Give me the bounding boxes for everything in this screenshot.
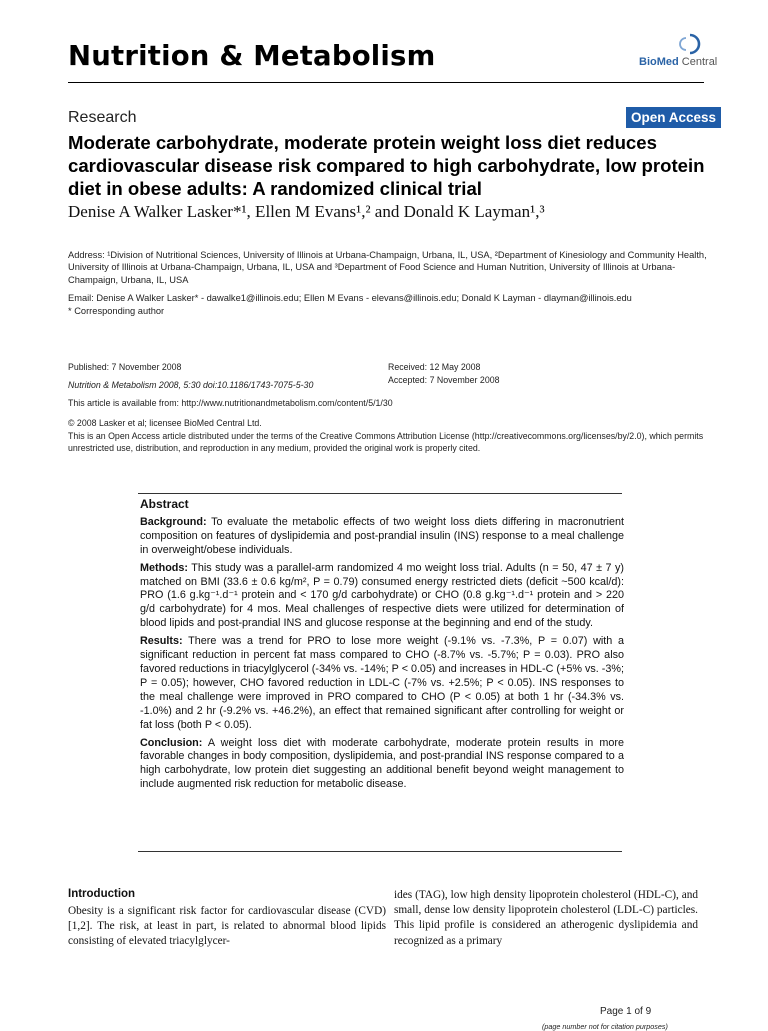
- abstract-results: [140, 635, 624, 732]
- abstract-methods: [140, 562, 624, 632]
- abstract-box: [140, 498, 624, 796]
- license-text: This is an Open Access article distributed under the terms of the Creative Commons Attribution License (http://creativecommons.org/licenses/by/2.0), which permits unrestricted use, distribution, and reproduction in any medium, provided the original work is properly cited.: [68, 431, 704, 453]
- accepted-date: Accepted: 7 November 2008: [388, 375, 500, 385]
- publisher-suffix: Central: [678, 56, 718, 68]
- abstract-heading: Abstract: [140, 497, 189, 511]
- body-column-right: ides (TAG), low high density lipoprotein cholesterol (HDL-C), and small, dense low density lipoprotein cholesterol (LDL-C) particles. This lipid profile is considered an atherogenic dyslipidemia and recognized as a primary: [394, 889, 698, 947]
- affiliations: Address: ¹Division of Nutritional Sciences, University of Illinois at Urbana-Champaign, Urbana, IL, USA, ²Department of Kinesiology and Community Health, University of Illinois at Urbana-Champaign, Urbana, IL, USA and ³Department of Food Science and Human Nutrition, University of Illinois at Urbana-Champaign, Urbana, IL, USA: [68, 250, 707, 285]
- methods-text: This study was a parallel-arm randomized 4 mo weight loss trial. Adults (n = 50, 47 ± 7 y) matched on BMI (33.6 ± 0.6 kg/m², P = 0.79) consumed energy restricted diets (deficit ~500 kcal/d): PRO (1.6 g.kg⁻¹.d⁻¹ protein and < 170 g/d carbohydrate) or CHO (0.8 g.kg⁻¹.d⁻¹ protein and > 220 g/d carbohydrate) for 4 mos. Meal challenges of respective diets were utilized for determination of blood lipids and post-prandial INS and glucose response at the beginning and end of the study.: [140, 561, 624, 630]
- page-number: Page 1 of 9: [600, 1006, 652, 1017]
- author-emails: Email: Denise A Walker Lasker* - dawalke1@illinois.edu; Ellen M Evans - elevans@illinois.edu; Donald K Layman - dlayman@illinois.edu: [68, 293, 632, 303]
- conclusion-text: A weight loss diet with moderate carbohydrate, moderate protein results in more favorable changes in body composition, dyslipidemia, and post-prandial INS response compared to a high carbohydrate, low protein diet suggesting an additional benefit beyond weight management to include augmented risk reduction for metabolic disease.: [140, 736, 624, 791]
- abstract-bottom-rule: [138, 851, 622, 852]
- methods-label: Methods:: [140, 561, 188, 574]
- publisher-logo[interactable]: [636, 32, 726, 72]
- article-url[interactable]: This article is available from: http://www.nutritionandmetabolism.com/content/5/1/30: [68, 398, 393, 408]
- background-text: To evaluate the metabolic effects of two weight loss diets differing in macronutrient composition on features of dyslipidemia and post-prandial insulin (INS) response to a meal challenge in overweight/obese individuals.: [140, 515, 624, 556]
- body-column-left: Obesity is a significant risk factor for cardiovascular disease (CVD) [1,2]. The risk, at least in part, is related to abnormal blood lipids consisting of elevated triacylglycer-: [68, 905, 386, 948]
- author-list: Denise A Walker Lasker*¹, Ellen M Evans¹,² and Donald K Layman¹,³: [68, 202, 545, 221]
- journal-title: Nutrition & Metabolism: [68, 40, 436, 72]
- abstract-conclusion: [140, 737, 624, 793]
- introduction-heading: Introduction: [68, 888, 136, 900]
- email-block: [68, 292, 718, 317]
- section-label: Research: [68, 109, 137, 126]
- citation-line: Nutrition & Metabolism 2008, 5:30 doi:10.1186/1743-7075-5-30: [68, 380, 314, 390]
- received-date: Received: 12 May 2008: [388, 362, 481, 372]
- article-title: Moderate carbohydrate, moderate protein weight loss diet reduces cardiovascular disease risk compared to high carbohydrate, low protein diet in obese adults: A randomized clinical trial: [68, 132, 705, 199]
- published-date: Published: 7 November 2008: [68, 362, 182, 372]
- background-label: Background:: [140, 515, 207, 528]
- publisher-brand: BioMed: [639, 56, 679, 68]
- header-rule: [68, 82, 704, 83]
- open-access-badge: Open Access: [626, 107, 721, 128]
- corresponding-note: * Corresponding author: [68, 305, 165, 316]
- abstract-top-rule: [138, 493, 622, 494]
- abstract-background: [140, 516, 624, 558]
- results-text: There was a trend for PRO to lose more weight (-9.1% vs. -7.3%, P = 0.07) with a significant reduction in percent fat mass compared to CHO (-8.7% vs. -5.7%; P = 0.03). PRO also favored reductions in triacylglycerol (-34% vs. -14%; P < 0.05) and increases in HDL-C (+5% vs. -3%; P = 0.05); however, CHO favored reduction in LDL-C (-7% vs. +2.5%; P < 0.05). INS responses to the meal challenge were improved in PRO compared to CHO (P < 0.05) at both 1 hr (-34.3% vs. -1.0%) and 2 hr (-9.2% vs. +46.2%), an effect that remained significant after controlling for weight or fat loss (both P < 0.05).: [140, 635, 624, 731]
- copyright-line: © 2008 Lasker et al; licensee BioMed Central Ltd.: [68, 418, 262, 428]
- page-note: (page number not for citation purposes): [542, 1022, 668, 1031]
- biomed-arc-icon: [668, 32, 708, 58]
- results-label: Results:: [140, 635, 183, 648]
- conclusion-label: Conclusion:: [140, 736, 203, 749]
